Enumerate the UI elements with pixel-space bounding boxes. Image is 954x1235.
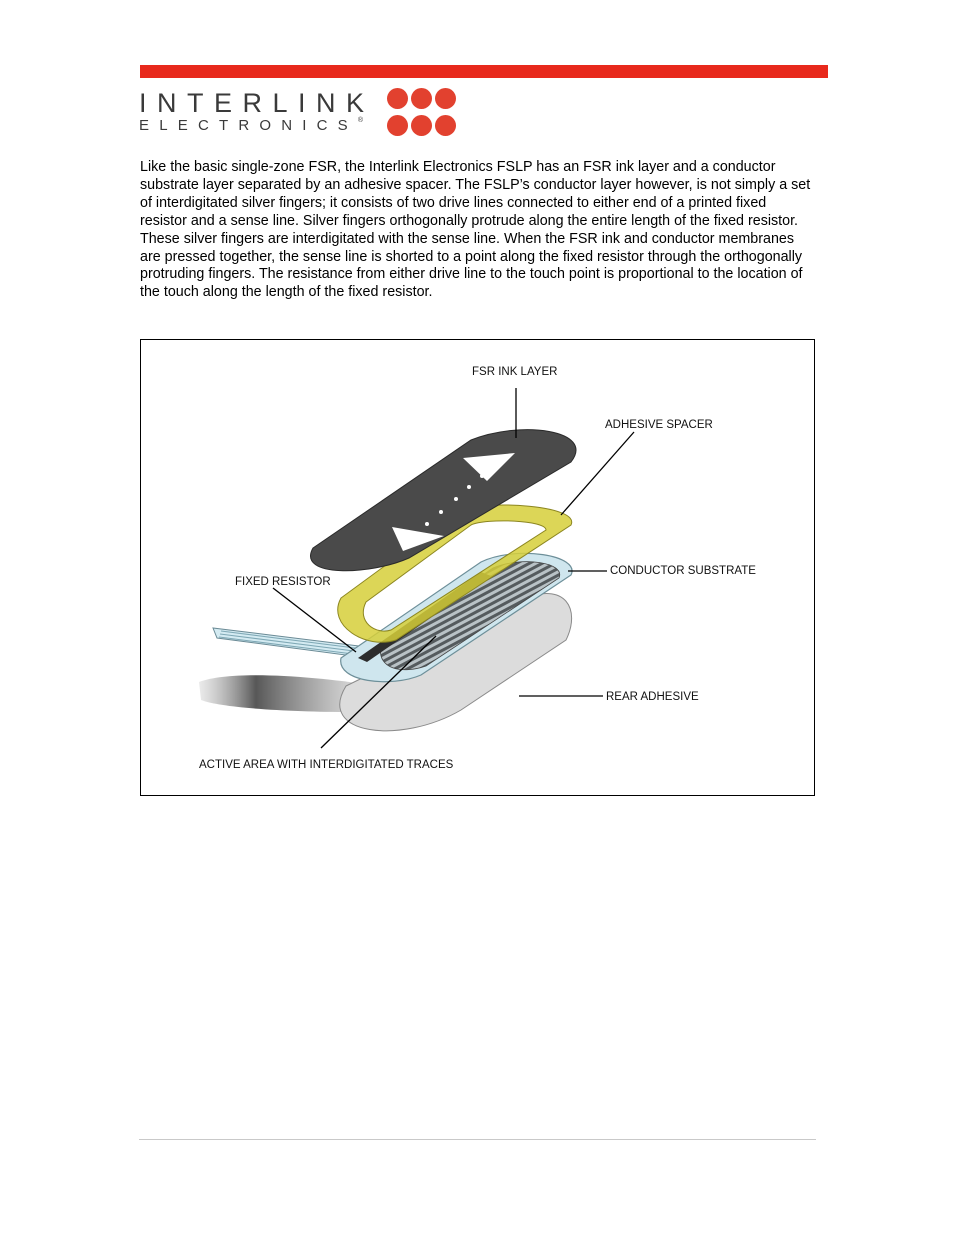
- registered-mark: ®: [357, 117, 364, 124]
- fslp-description-paragraph: Like the basic single-zone FSR, the Interlink Electronics FSLP has an FSR ink layer and a conductor substrate layer separated by an adhesive spacer. The FSLP’s conductor layer however, is not simply a set of interdigitated silver fingers; it consists of two drive lines connected to either end of a printed fixed resistor and a sense line. Silver fingers orthogonally protrude along the entire length of the fixed resistor. These silver fingers are interdigitated with the sense line. When the FSR ink and conductor membranes are pressed together, the sense line is shorted to a point along the fixed resistor through the orthogonally protruding fingers. The resistance from either drive line to the touch point is proportional to the location of the touch along the length of the fixed resistor.: [140, 159, 811, 301]
- logo-dot: [387, 88, 408, 109]
- label-active-area: ACTIVE AREA WITH INTERDIGITATED TRACES: [199, 759, 454, 771]
- logo-dot: [435, 115, 456, 136]
- logo-word-electronics-text: ELECTRONICS: [139, 117, 358, 134]
- fsr-ink-layer: [311, 430, 576, 571]
- fslp-exploded-diagram: [140, 339, 815, 796]
- logo-word-electronics: [139, 117, 363, 134]
- logo-dot: [411, 115, 432, 136]
- diagram-svg: [141, 340, 814, 795]
- logo-dot: [387, 115, 408, 136]
- label-fixed-resistor: FIXED RESISTOR: [235, 576, 331, 588]
- logo-word-interlink: INTERLINK: [139, 88, 375, 118]
- logo-dot: [411, 88, 432, 109]
- header-accent-bar: [140, 65, 828, 78]
- logo-dot: [435, 88, 456, 109]
- label-adhesive-spacer: ADHESIVE SPACER: [605, 419, 713, 431]
- footer-divider: [139, 1139, 816, 1140]
- label-conductor-substrate: CONDUCTOR SUBSTRATE: [610, 565, 756, 577]
- label-rear-adhesive: REAR ADHESIVE: [606, 691, 699, 703]
- interlink-logo: [139, 88, 469, 140]
- label-fsr-ink-layer: FSR INK LAYER: [472, 366, 558, 378]
